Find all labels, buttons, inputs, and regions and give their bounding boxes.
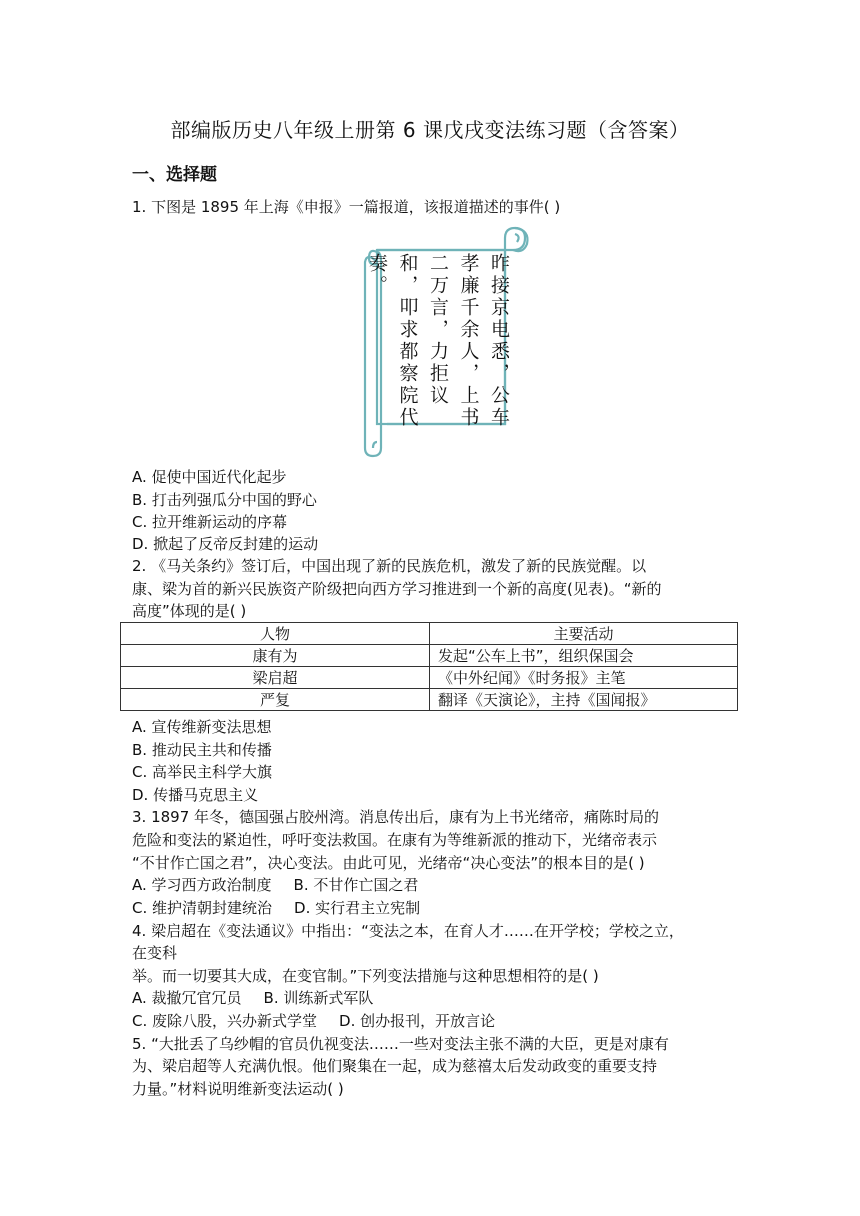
question-5-stem-line-2: 为、梁启超等人充满仇恨。他们聚集在一起，成为慈禧太后发动政变的重要支持: [132, 1057, 658, 1075]
table-cell-person: 梁启超: [121, 667, 430, 689]
page-title: 部编版历史八年级上册第 6 课戊戌变法练习题（含答案）: [170, 118, 690, 142]
question-3-option-c: C. 维护清朝封建统治: [132, 899, 273, 917]
table-row: [121, 667, 738, 689]
table-header-activity: 主要活动: [430, 623, 738, 645]
question-4-options-row-1: [132, 987, 373, 1009]
question-4-option-a: A. 裁撤冗官冗员: [132, 989, 242, 1007]
table-row: [121, 645, 738, 667]
question-4-options-row-2: [132, 1010, 495, 1032]
question-3-option-d: D. 实行君主立宪制: [294, 899, 421, 917]
table-cell-activity: 发起“公车上书”，组织保国会: [430, 645, 738, 667]
question-4-option-b: B. 训练新式军队: [263, 989, 374, 1007]
question-3-option-a: A. 学习西方政治制度: [132, 876, 272, 894]
question-2-option-d: D. 传播马克思主义: [132, 786, 259, 804]
question-3-stem-line-2: 危险和变法的紧迫性，呼吁变法救国。在康有为等维新派的推动下，光绪帝表示: [132, 831, 658, 849]
question-2-stem-line-3: 高度”体现的是( ): [132, 602, 247, 620]
question-3-options-row-2: [132, 897, 420, 919]
question-1-stem: 1. 下图是 1895 年上海《申报》一篇报道，该报道描述的事件( ): [132, 198, 561, 216]
question-3-options-row-1: [132, 874, 418, 896]
question-2-option-a: A. 宣传维新变法思想: [132, 718, 272, 736]
question-4-stem-line-1: 4. 梁启超在《变法通议》中指出：“变法之本，在育人才……在开学校；学校之立，: [132, 922, 684, 940]
question-4-option-c: C. 废除八股，兴办新式学堂: [132, 1012, 318, 1030]
table-cell-activity: 《中外纪闻》《时务报》主笔: [430, 667, 738, 689]
question-1-option-d: D. 掀起了反帝反封建的运动: [132, 535, 319, 553]
question-3-stem-line-1: 3. 1897 年冬，德国强占胶州湾。消息传出后，康有为上书光绪帝，痛陈时局的: [132, 808, 660, 826]
scroll-newspaper-text: 昨接京电悉，公车孝廉千余人，上书二万言，力拒议和，叩求都察院代奏。: [366, 253, 510, 429]
table-header-person: 人物: [121, 623, 430, 645]
people-activities-table: [120, 622, 738, 711]
question-4-option-d: D. 创办报刊，开放言论: [339, 1012, 496, 1030]
question-3-stem-line-3: “不甘作亡国之君”，决心变法。由此可见，光绪帝“决心变法”的根本目的是( ): [132, 854, 645, 872]
table-row: [121, 689, 738, 711]
question-2-option-c: C. 高举民主科学大旗: [132, 763, 273, 781]
table-cell-activity: 翻译《天演论》，主持《国闻报》: [430, 689, 738, 711]
question-2-option-b: B. 推动民主共和传播: [132, 741, 272, 759]
question-4-stem-line-3: 举。而一切要其大成，在变官制。”下列变法措施与这种思想相符的是( ): [132, 967, 599, 985]
question-5-stem-line-3: 力量。”材料说明维新变法运动( ): [132, 1080, 344, 1098]
question-2-stem-line-2: 康、梁为首的新兴民族资产阶级把向西方学习推进到一个新的高度(见表)。“新的: [132, 580, 662, 598]
question-4-stem-line-2: 在变科: [132, 944, 178, 962]
question-5-stem-line-1: 5. “大批丢了乌纱帽的官员仇视变法……一些对变法主张不满的大臣，更是对康有: [132, 1035, 669, 1053]
table-cell-person: 康有为: [121, 645, 430, 667]
question-2-stem-line-1: 2. 《马关条约》签订后，中国出现了新的民族危机，激发了新的民族觉醒。以: [132, 557, 647, 575]
question-1-option-b: B. 打击列强瓜分中国的野心: [132, 491, 317, 509]
section-heading: 一、选择题: [132, 165, 217, 185]
table-header-row: [121, 623, 738, 645]
question-3-option-b: B. 不甘作亡国之君: [293, 876, 419, 894]
question-1-option-a: A. 促使中国近代化起步: [132, 468, 287, 486]
table-cell-person: 严复: [121, 689, 430, 711]
question-1-option-c: C. 拉开维新运动的序幕: [132, 513, 288, 531]
